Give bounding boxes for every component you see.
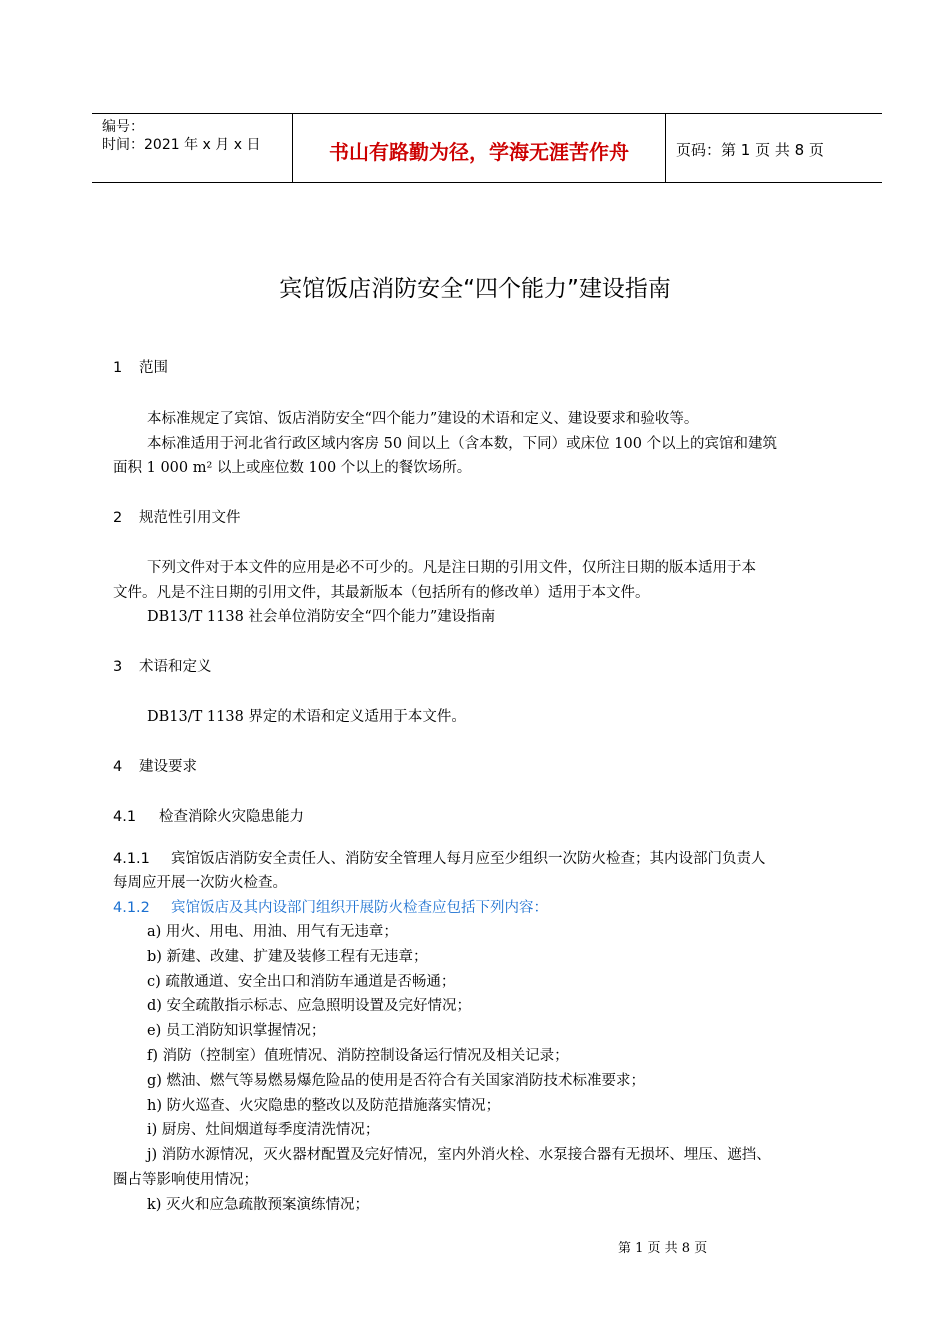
- paragraph: 本标准适用于河北省行政区域内客房 50 间以上（含本数，下同）或床位 100 个以上的宾馆和建筑: [147, 436, 778, 452]
- paragraph-continuation: 每周应开展一次防火检查。: [113, 875, 287, 891]
- clause-number: 4.1.2: [113, 900, 150, 916]
- page-info: 页码：第 1 页 共 8 页: [676, 141, 824, 159]
- paragraph: 下列文件对于本文件的应用是必不可少的。凡是注日期的引用文件，仅所注日期的版本适用于本: [147, 560, 756, 576]
- section-title: 术语和定义: [139, 659, 212, 675]
- page-footer: 第 1 页 共 8 页: [618, 1241, 708, 1256]
- header-meta-cell: [92, 114, 293, 182]
- section-4-heading: [113, 757, 197, 777]
- list-item: c) 疏散通道、安全出口和消防车通道是否畅通；: [147, 974, 456, 990]
- document-header: [92, 113, 882, 183]
- section-number: 3: [113, 659, 123, 675]
- paragraph: DB13/T 1138 界定的术语和定义适用于本文件。: [147, 709, 466, 725]
- referenced-standard: DB13/T 1138 社会单位消防安全“四个能力”建设指南: [147, 609, 496, 625]
- list-item: e) 员工消防知识掌握情况；: [147, 1023, 326, 1039]
- list-item: f) 消防（控制室）值班情况、消防控制设备运行情况及相关记录；: [147, 1048, 569, 1064]
- section-title: 建设要求: [139, 759, 197, 775]
- paragraph: 本标准规定了宾馆、饭店消防安全“四个能力”建设的术语和定义、建设要求和验收等。: [147, 411, 699, 427]
- section-number: 4: [113, 759, 123, 775]
- section-2-heading: [113, 508, 241, 528]
- section-title: 范围: [139, 360, 168, 376]
- section-3-heading: [113, 657, 212, 677]
- section-number: 1: [113, 360, 123, 376]
- list-item-continuation: 圈占等影响使用情况；: [113, 1172, 258, 1188]
- clause-number: 4.1.1: [113, 851, 150, 867]
- subsection-number: 4.1: [113, 809, 137, 825]
- clause-4-1-1: [113, 849, 766, 869]
- section-1-heading: [113, 358, 168, 378]
- header-page-cell: [666, 114, 882, 182]
- list-item: b) 新建、改建、扩建及装修工程有无违章；: [147, 949, 428, 965]
- document-number-label: 编号：: [102, 119, 144, 135]
- clause-text: 宾馆饭店及其内设部门组织开展防火检查应包括下列内容：: [171, 900, 548, 916]
- list-item: g) 燃油、燃气等易燃易爆危险品的使用是否符合有关国家消防技术标准要求；: [147, 1073, 646, 1089]
- document-title: 宾馆饭店消防安全“四个能力”建设指南: [279, 276, 671, 302]
- clause-4-1-2: [113, 898, 548, 918]
- list-item: i) 厨房、灶间烟道每季度清洗情况；: [147, 1122, 380, 1138]
- document-time-label: 时间：2021 年 x 月 x 日: [102, 137, 261, 153]
- paragraph-continuation: 文件。凡是不注日期的引用文件，其最新版本（包括所有的修改单）适用于本文件。: [113, 585, 650, 601]
- list-item: h) 防火巡查、火灾隐患的整改以及防范措施落实情况；: [147, 1098, 501, 1114]
- section-number: 2: [113, 510, 123, 526]
- subsection-4-1-heading: [113, 807, 304, 827]
- header-motto-cell: [293, 114, 666, 182]
- paragraph-continuation: 面积 1 000 m² 以上或座位数 100 个以上的餐饮场所。: [113, 460, 472, 476]
- section-title: 规范性引用文件: [139, 510, 241, 526]
- subsection-title: 检查消除火灾隐患能力: [159, 809, 304, 825]
- list-item: d) 安全疏散指示标志、应急照明设置及完好情况；: [147, 998, 472, 1014]
- list-item: k) 灭火和应急疏散预案演练情况；: [147, 1197, 370, 1213]
- clause-text: 宾馆饭店消防安全责任人、消防安全管理人每月应至少组织一次防火检查；其内设部门负责人: [171, 851, 766, 867]
- list-item: j) 消防水源情况，灭火器材配置及完好情况，室内外消火栓、水泵接合器有无损坏、埋压、遮挡、: [147, 1147, 771, 1163]
- motto-text: 书山有路勤为径，学海无涯苦作舟: [329, 140, 629, 164]
- list-item: a) 用火、用电、用油、用气有无违章；: [147, 924, 398, 940]
